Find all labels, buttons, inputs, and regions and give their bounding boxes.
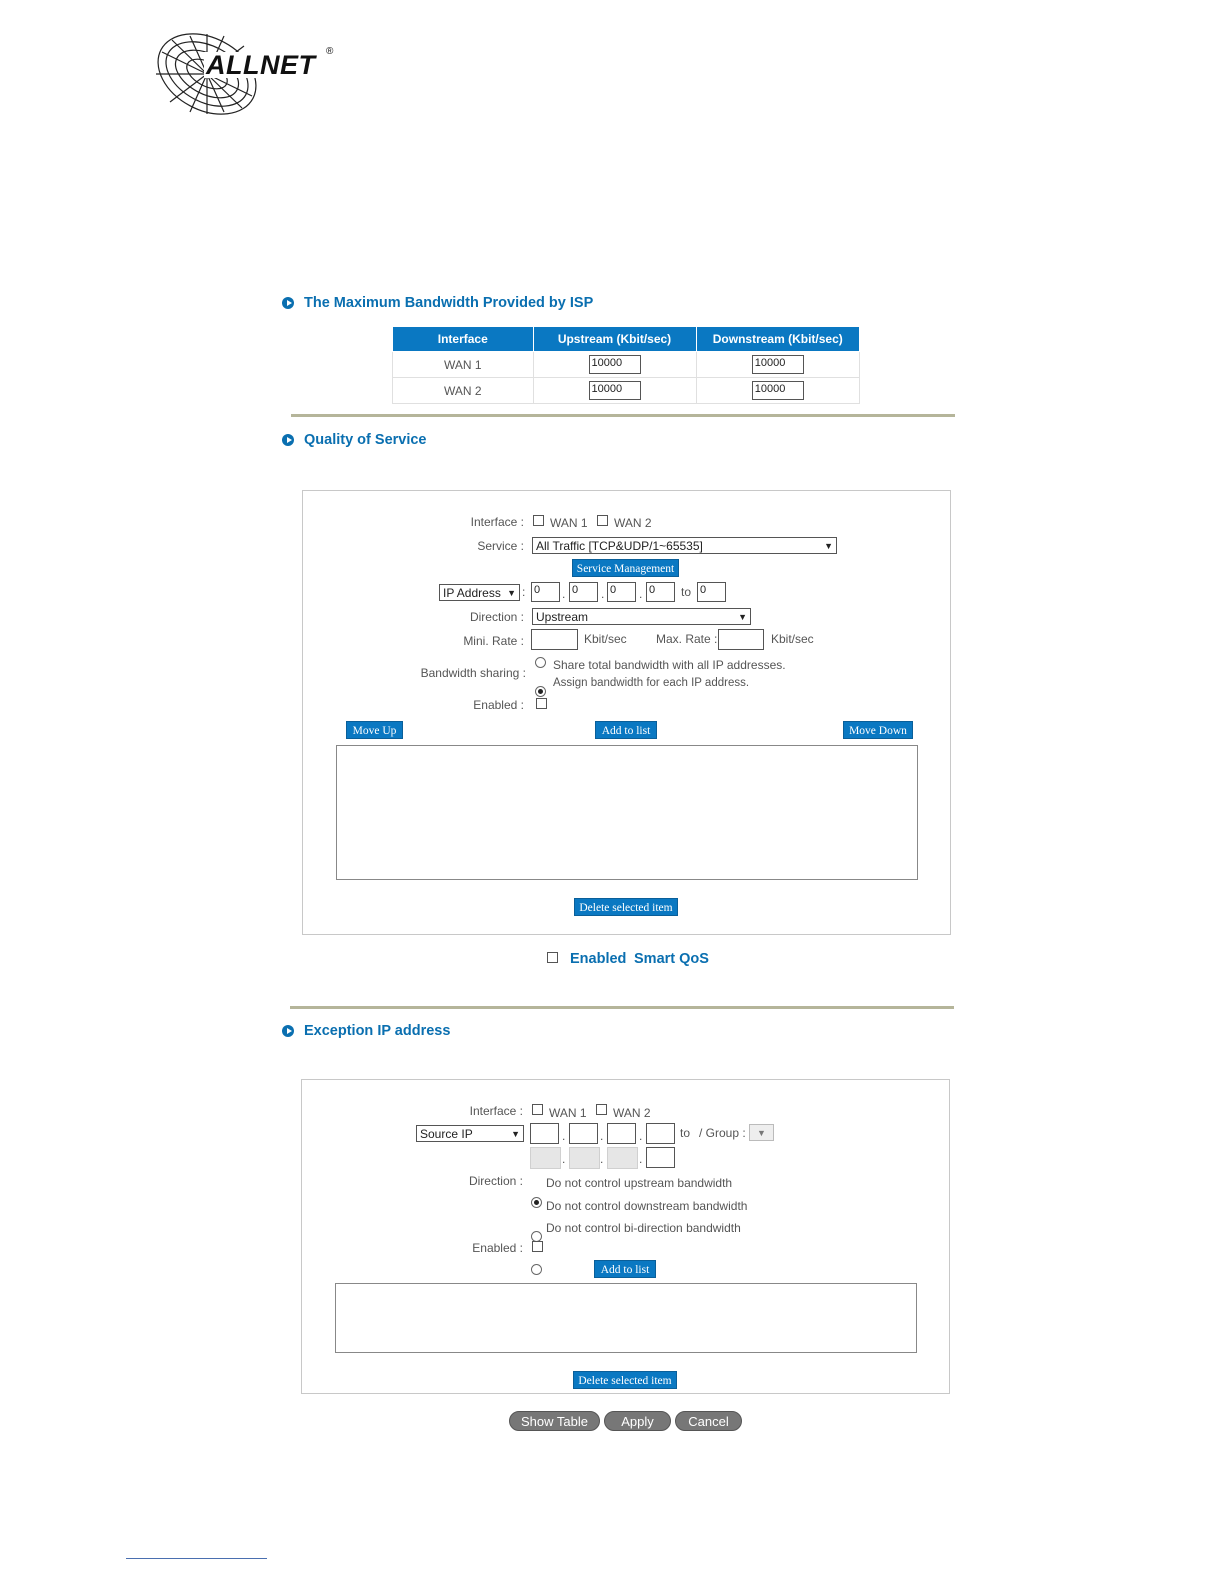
bullet-arrow-icon — [282, 1025, 294, 1037]
exc-ip-end-octet-4[interactable] — [646, 1147, 675, 1168]
exc-enabled-checkbox[interactable] — [532, 1241, 543, 1252]
direction-selected-value: Upstream — [536, 609, 589, 624]
registered-mark: ® — [326, 46, 334, 57]
ip-octet-3[interactable]: 0 — [607, 582, 636, 602]
exc-ip-end-octet-1 — [530, 1147, 561, 1169]
wan1-upstream-input[interactable]: 10000 — [589, 355, 641, 374]
col-downstream: Downstream (Kbit/sec) — [696, 327, 859, 352]
exc-interface-label: Interface : — [469, 1104, 523, 1118]
brand-name: ALLNET — [206, 50, 316, 80]
ip-octet-1[interactable]: 0 — [531, 582, 560, 602]
qos-interface-label: Interface : — [470, 515, 524, 529]
qos-section-heading — [282, 432, 427, 448]
no-bidirection-label: Do not control bi-direction bandwidth — [546, 1221, 741, 1235]
row-interface: WAN 2 — [393, 378, 534, 404]
qos-wan1-label: WAN 1 — [550, 516, 588, 530]
no-upstream-radio[interactable] — [531, 1197, 542, 1208]
qos-wan2-checkbox[interactable] — [597, 515, 608, 526]
show-table-button[interactable]: Show Table — [509, 1411, 600, 1431]
smart-qos-enabled-label: Enabled — [570, 951, 627, 967]
exc-ip-octet-3[interactable] — [607, 1123, 636, 1144]
ip-dot: . — [639, 587, 643, 601]
service-management-button[interactable]: Service Management — [572, 559, 679, 577]
cancel-button[interactable]: Cancel — [675, 1411, 742, 1431]
exc-ip-octet-4[interactable] — [646, 1123, 675, 1144]
chevron-down-icon: ▼ — [824, 540, 833, 551]
bandwidth-section-title: The Maximum Bandwidth Provided by ISP — [304, 295, 594, 311]
exc-add-to-list-button[interactable]: Add to list — [594, 1260, 656, 1278]
ip-dot: . — [600, 1129, 604, 1143]
ip-dot: . — [639, 1129, 643, 1143]
exc-direction-label: Direction : — [468, 1174, 523, 1188]
exc-wan2-checkbox[interactable] — [596, 1104, 607, 1115]
exc-ip-end-octet-3 — [607, 1147, 638, 1169]
exception-section-heading — [282, 1023, 450, 1039]
table-row — [393, 352, 860, 378]
table-row — [393, 378, 860, 404]
wan2-downstream-input[interactable]: 10000 — [752, 381, 804, 400]
share-total-label: Share total bandwidth with all IP addresses. — [553, 658, 786, 672]
exc-delete-selected-button[interactable]: Delete selected item — [573, 1371, 677, 1389]
source-ip-value: Source IP — [420, 1126, 473, 1141]
ip-dot: . — [562, 587, 566, 601]
min-rate-unit: Kbit/sec — [584, 632, 627, 646]
qos-enabled-checkbox[interactable] — [536, 698, 547, 709]
max-rate-label: Max. Rate : — [656, 632, 718, 646]
qos-wan1-checkbox[interactable] — [533, 515, 544, 526]
group-label: / Group : — [699, 1126, 746, 1140]
row-interface: WAN 1 — [393, 352, 534, 378]
col-upstream: Upstream (Kbit/sec) — [533, 327, 696, 352]
min-rate-input[interactable] — [531, 629, 578, 650]
smart-qos-label: Smart QoS — [634, 951, 709, 967]
colon-separator: : — [522, 585, 526, 599]
assign-each-radio[interactable] — [535, 686, 546, 697]
ip-end-input[interactable]: 0 — [697, 582, 726, 602]
bullet-arrow-icon — [282, 297, 294, 309]
no-bidirection-radio[interactable] — [531, 1264, 542, 1275]
qos-section-title: Quality of Service — [304, 432, 427, 448]
service-label: Service : — [477, 539, 524, 553]
address-type-value: IP Address — [443, 585, 501, 600]
exception-listbox[interactable] — [335, 1283, 917, 1353]
qos-wan2-label: WAN 2 — [614, 516, 652, 530]
smart-qos-checkbox[interactable] — [547, 952, 558, 963]
assign-each-label: Assign bandwidth for each IP address. — [553, 677, 750, 689]
qos-delete-selected-button[interactable]: Delete selected item — [574, 898, 678, 916]
exc-enabled-label: Enabled : — [472, 1241, 523, 1255]
chevron-down-icon: ▼ — [757, 1128, 766, 1138]
service-selected-value: All Traffic [TCP&UDP/1~65535] — [536, 538, 703, 553]
exc-wan1-checkbox[interactable] — [532, 1104, 543, 1115]
chevron-down-icon: ▼ — [511, 1128, 520, 1139]
qos-rules-listbox[interactable] — [336, 745, 918, 880]
bandwidth-section-heading — [282, 295, 593, 311]
footer-link-underline — [126, 1558, 267, 1559]
exc-wan2-label: WAN 2 — [613, 1106, 651, 1120]
service-select[interactable] — [532, 537, 837, 554]
source-ip-select[interactable] — [416, 1125, 524, 1142]
chevron-down-icon: ▼ — [738, 611, 747, 622]
exc-to-label: to — [680, 1126, 691, 1140]
apply-button[interactable]: Apply — [604, 1411, 671, 1431]
move-up-button[interactable]: Move Up — [346, 721, 403, 739]
min-rate-label: Mini. Rate : — [463, 634, 524, 648]
ip-dot: . — [639, 1152, 643, 1166]
exc-ip-end-octet-2 — [569, 1147, 600, 1169]
address-type-select[interactable] — [439, 584, 520, 601]
exc-ip-octet-1[interactable] — [530, 1123, 559, 1144]
ip-dot: . — [562, 1129, 566, 1143]
no-downstream-label: Do not control downstream bandwidth — [546, 1199, 748, 1213]
qos-add-to-list-button[interactable]: Add to list — [595, 721, 657, 739]
bullet-arrow-icon — [282, 434, 294, 446]
ip-dot: . — [601, 587, 605, 601]
move-down-button[interactable]: Move Down — [843, 721, 913, 739]
ip-dot: . — [600, 1152, 604, 1166]
max-rate-input[interactable] — [718, 629, 764, 650]
section-divider — [291, 414, 955, 417]
exc-wan1-label: WAN 1 — [549, 1106, 587, 1120]
ip-dot: . — [562, 1152, 566, 1166]
qos-enabled-label: Enabled : — [473, 698, 524, 712]
wan2-upstream-input[interactable]: 10000 — [589, 381, 641, 400]
no-upstream-label: Do not control upstream bandwidth — [546, 1176, 733, 1190]
direction-label: Direction : — [469, 610, 524, 624]
allnet-logo — [152, 32, 342, 118]
wan1-downstream-input[interactable]: 10000 — [752, 355, 804, 374]
direction-select[interactable] — [532, 608, 751, 625]
bandwidth-sharing-label: Bandwidth sharing : — [420, 666, 526, 680]
col-interface: Interface — [393, 327, 534, 352]
bandwidth-table — [392, 326, 860, 404]
ip-octet-4[interactable]: 0 — [646, 582, 675, 602]
exc-ip-octet-2[interactable] — [569, 1123, 598, 1144]
max-rate-unit: Kbit/sec — [771, 632, 814, 646]
chevron-down-icon: ▼ — [507, 587, 516, 598]
exception-section-title: Exception IP address — [304, 1023, 451, 1039]
group-select[interactable] — [749, 1124, 774, 1141]
to-label: to — [681, 585, 692, 599]
section-divider — [290, 1006, 954, 1009]
share-total-radio[interactable] — [535, 657, 546, 668]
ip-octet-2[interactable]: 0 — [569, 582, 598, 602]
